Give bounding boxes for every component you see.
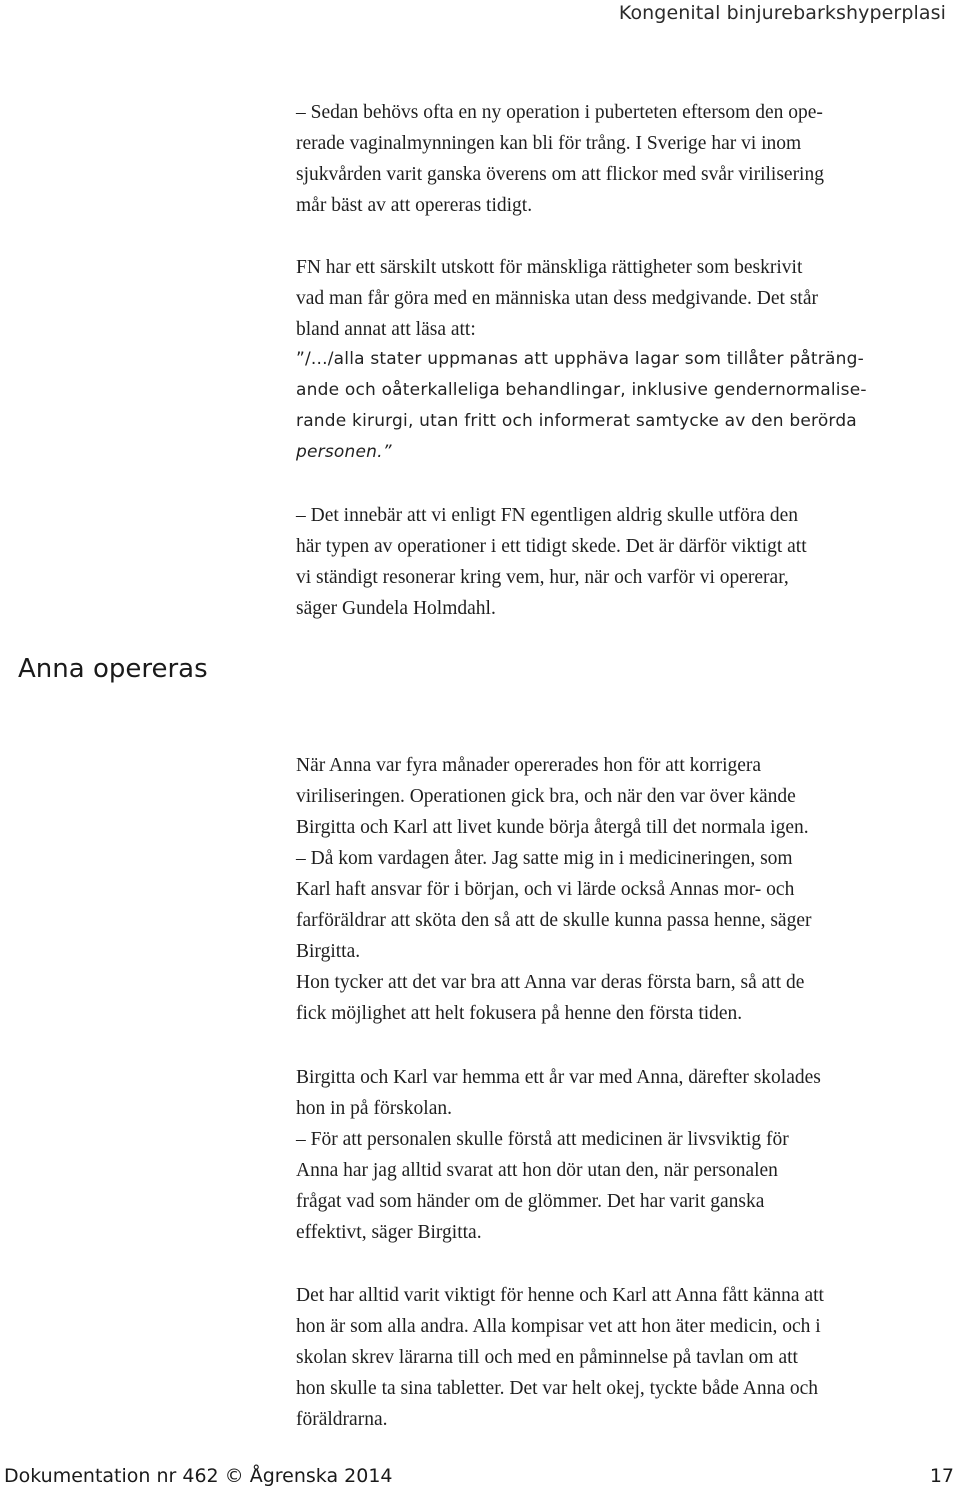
paragraph-line: säger Gundela Holmdahl.: [296, 598, 496, 619]
paragraph-line: här typen av operationer i ett tidigt skede. Det är därför viktigt att: [296, 536, 807, 557]
paragraph-preschool: [296, 1062, 948, 1248]
paragraph-line: hon in på förskolan.: [296, 1098, 452, 1119]
paragraph-line: Det har alltid varit viktigt för henne och Karl att Anna fått känna att: [296, 1285, 824, 1306]
paragraph-line: hon är som alla andra. Alla kompisar vet att hon äter medicin, och i: [296, 1316, 821, 1337]
page-number: 17: [929, 1465, 954, 1487]
paragraph-line: Birgitta och Karl att livet kunde börja återgå till det normala igen.: [296, 817, 809, 838]
paragraph-line: Karl haft ansvar för i början, och vi lärde också Annas mor- och: [296, 879, 795, 900]
paragraph-line: Birgitta och Karl var hemma ett år var med Anna, därefter skolades: [296, 1067, 821, 1088]
paragraph-line: Anna har jag alltid svarat att hon dör utan den, när personalen: [296, 1160, 778, 1181]
paragraph-operation-puberty: [296, 97, 948, 221]
paragraph-line: bland annat att läsa att:: [296, 319, 476, 340]
paragraph-line: frågat vad som händer om de glömmer. Det har varit ganska: [296, 1191, 765, 1212]
paragraph-line: Birgitta.: [296, 941, 361, 962]
paragraph-line: viriliseringen. Operationen gick bra, och när den var över kände: [296, 786, 796, 807]
fn-quote: [296, 344, 948, 468]
paragraph-line: fick möjlighet att helt fokusera på henne den första tiden.: [296, 1003, 743, 1024]
paragraph-gundela-quote: [296, 500, 948, 624]
quote-line: ”/.../alla stater uppmanas att upphäva lagar som tillåter påträng-: [296, 349, 864, 369]
paragraph-line: föräldrarna.: [296, 1409, 388, 1430]
paragraph-line: sjukvården varit ganska överens om att flickor med svår virilisering: [296, 164, 824, 185]
running-header-title: Kongenital binjurebarkshyperplasi: [618, 2, 946, 24]
paragraph-line: mår bäst av att opereras tidigt.: [296, 195, 533, 216]
paragraph-line: effektivt, säger Birgitta.: [296, 1222, 482, 1243]
paragraph-line: – Det innebär att vi enligt FN egentligen aldrig skulle utföra den: [296, 505, 798, 526]
paragraph-anna-operated: [296, 750, 948, 1029]
footer-publication: Dokumentation nr 462 © Ågrenska 2014: [4, 1465, 393, 1487]
paragraph-line: FN har ett särskilt utskott för mänskliga rättigheter som beskrivit: [296, 257, 803, 278]
paragraph-line: – Sedan behövs ofta en ny operation i puberteten eftersom den ope-: [296, 102, 823, 123]
paragraph-line: – För att personalen skulle förstå att medicinen är livsviktig för: [296, 1129, 789, 1150]
paragraph-line: vad man får göra med en människa utan dess medgivande. Det står: [296, 288, 818, 309]
paragraph-line: rerade vaginalmynningen kan bli för trång. I Sverige har vi inom: [296, 133, 802, 154]
paragraph-line: skolan skrev lärarna till och med en påminnelse på tavlan om att: [296, 1347, 798, 1368]
paragraph-line: – Då kom vardagen åter. Jag satte mig in i medicineringen, som: [296, 848, 793, 869]
paragraph-line: När Anna var fyra månader opererades hon för att korrigera: [296, 755, 762, 776]
quote-line: personen.”: [296, 442, 392, 462]
paragraph-like-everyone: [296, 1280, 948, 1435]
section-heading: Anna opereras: [18, 654, 208, 684]
paragraph-line: farföräldrar att sköta den så att de skulle kunna passa henne, säger: [296, 910, 812, 931]
paragraph-line: hon skulle ta sina tabletter. Det var helt okej, tyckte både Anna och: [296, 1378, 819, 1399]
quote-line: ande och oåterkalleliga behandlingar, inklusive gendernormalise-: [296, 380, 867, 400]
quote-line: rande kirurgi, utan fritt och informerat samtycke av den berörda: [296, 411, 857, 431]
paragraph-line: Hon tycker att det var bra att Anna var deras första barn, så att de: [296, 972, 805, 993]
paragraph-line: vi ständigt resonerar kring vem, hur, när och varför vi opererar,: [296, 567, 789, 588]
paragraph-fn-committee: [296, 252, 948, 345]
